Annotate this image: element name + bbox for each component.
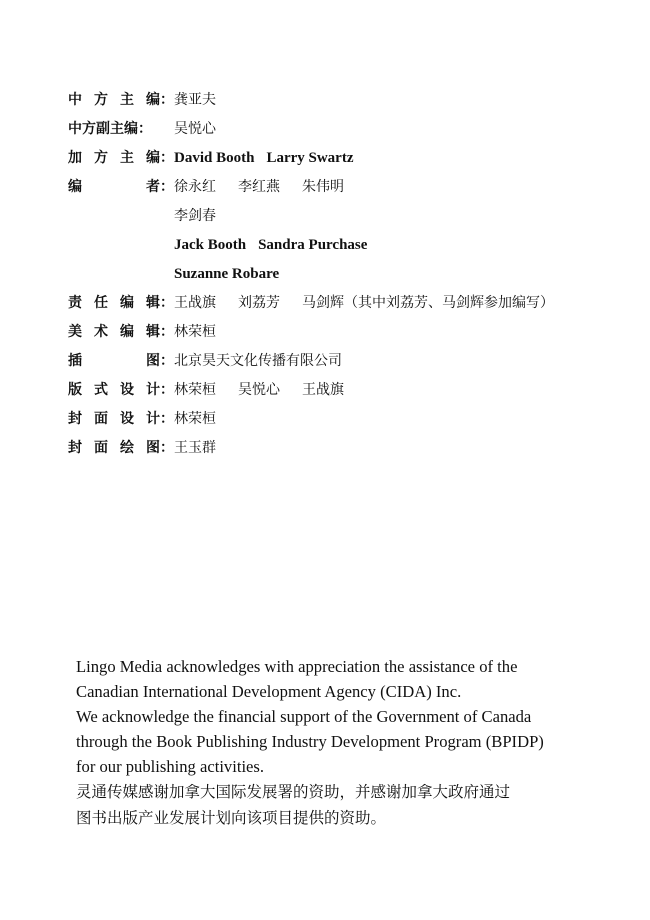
acknowledgement-line-chinese: 灵通传媒感谢加拿大国际发展署的资助，并感谢加拿大政府通过: [76, 783, 511, 801]
person-name: 马剑辉（其中刘荔芳、马剑辉参加编写）: [302, 295, 554, 311]
person-name: Larry Swartz: [266, 150, 354, 166]
credit-label: 编 者：: [68, 179, 174, 195]
credit-value: 王玉群: [174, 440, 216, 456]
credit-label: 加 方 主 编：: [68, 150, 174, 166]
credit-label: 插 图：: [68, 353, 174, 369]
credit-value: 吴悦心: [174, 121, 216, 137]
credit-row-canadian-editor: [68, 144, 638, 173]
acknowledgement-line-chinese: 图书出版产业发展计划向该项目提供的资助。: [76, 809, 387, 827]
credit-label: 封 面 绘 图：: [68, 440, 174, 456]
person-name: Jack Booth: [174, 237, 247, 253]
credit-row-responsible-editor: [68, 289, 638, 318]
person-name: 徐永红: [174, 179, 216, 195]
credit-row-art-editor: [68, 318, 638, 347]
credit-row-authors: [68, 173, 638, 289]
credit-row-cover-painting: [68, 434, 638, 463]
credit-label: 版 式 设 计：: [68, 382, 174, 398]
person-name: 王战旗: [174, 295, 216, 311]
person-name: 吴悦心: [238, 382, 280, 398]
credit-label: 中方副主编：: [68, 121, 152, 137]
person-name: 刘荔芳: [238, 295, 280, 311]
credit-label: 美 术 编 辑：: [68, 324, 174, 340]
credit-label: 封 面 设 计：: [68, 411, 174, 427]
credit-row-cover-design: [68, 405, 638, 434]
person-name: 林荣桓: [174, 382, 216, 398]
person-name: 李红燕: [238, 179, 280, 195]
person-name: 王战旗: [302, 382, 344, 398]
credits-block: [68, 86, 638, 463]
credit-row-chinese-editor: [68, 86, 638, 115]
person-name: 李剑春: [174, 208, 216, 224]
credit-label: 中 方 主 编：: [68, 92, 174, 108]
credit-value: [174, 202, 638, 231]
credit-value: 林荣桓: [174, 411, 216, 427]
person-name: Suzanne Robare: [174, 266, 280, 282]
credit-value: 龚亚夫: [174, 92, 216, 108]
credit-value: 北京昊天文化传播有限公司: [174, 353, 342, 369]
credit-value: [174, 376, 638, 405]
credit-value: [174, 260, 638, 289]
person-name: Sandra Purchase: [258, 237, 368, 253]
credit-value: 林荣桓: [174, 324, 216, 340]
acknowledgement-line: Lingo Media acknowledges with appreciation the assistance of the: [76, 657, 518, 676]
credit-value: [174, 231, 638, 260]
acknowledgement-block: [76, 654, 606, 831]
credit-row-illustration: [68, 347, 638, 376]
credit-label: 责 任 编 辑：: [68, 295, 174, 311]
credit-row-layout-design: [68, 376, 638, 405]
credit-value: [174, 144, 638, 173]
credit-value: [174, 289, 638, 318]
credit-row-chinese-deputy-editor: [68, 115, 638, 144]
acknowledgement-line: We acknowledge the financial support of the Government of Canada: [76, 707, 532, 726]
person-name: David Booth: [174, 150, 255, 166]
acknowledgement-line: Canadian International Development Agency (CIDA) Inc.: [76, 682, 462, 701]
credit-value: [174, 173, 638, 202]
acknowledgement-line: for our publishing activities.: [76, 757, 265, 776]
person-name: 朱伟明: [302, 179, 344, 195]
acknowledgement-line: through the Book Publishing Industry Development Program (BPIDP): [76, 732, 544, 751]
